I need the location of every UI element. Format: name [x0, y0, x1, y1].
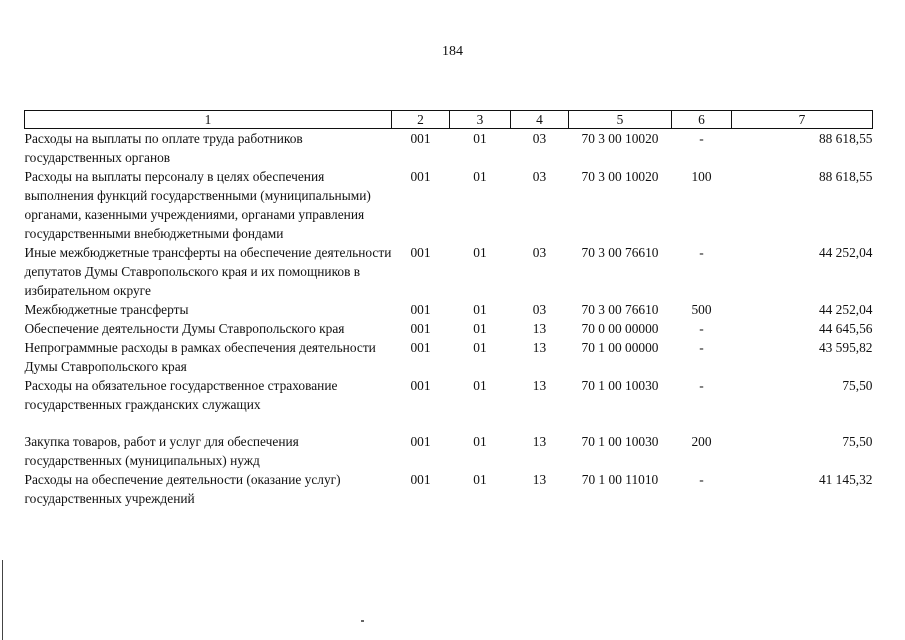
- row-section-code: 01: [473, 245, 487, 260]
- row-name: Иные межбюджетные трансферты на обеспечение деятельности депутатов Думы Ставропольского края и их помощников в избирательном округе: [24, 245, 392, 298]
- row-ministry-code: 001: [410, 434, 431, 449]
- row-expense-type: -: [699, 321, 704, 336]
- row-name: Расходы на обязательное государственное страхование государственных гражданских служащих: [24, 378, 338, 412]
- row-target-code: 70 1 00 10030: [581, 434, 659, 449]
- row-expense-type: -: [699, 472, 704, 487]
- row-name: Расходы на обеспечение деятельности (оказание услуг) государственных учреждений: [24, 472, 341, 506]
- table-row: [25, 129, 873, 168]
- row-subsection-code: 13: [532, 378, 547, 393]
- row-name: Расходы на выплаты по оплате труда работников государственных органов: [24, 131, 303, 165]
- column-header-5: 5: [569, 111, 672, 129]
- table-row: [25, 338, 873, 376]
- row-section-code: 01: [473, 131, 487, 146]
- budget-table: [24, 110, 873, 508]
- row-name: Закупка товаров, работ и услуг для обеспечения государственных (муниципальных) нужд: [24, 434, 299, 468]
- row-expense-type: -: [699, 378, 704, 393]
- row-amount: 88 618,55: [818, 131, 873, 146]
- table-row: [25, 243, 873, 300]
- row-subsection-code: 03: [532, 131, 547, 146]
- row-ministry-code: 001: [410, 169, 431, 184]
- row-expense-type: 100: [691, 169, 712, 184]
- row-section-code: 01: [473, 472, 487, 487]
- row-amount: 75,50: [842, 434, 873, 449]
- row-expense-type: 500: [691, 302, 712, 317]
- row-target-code: 70 1 00 11010: [581, 472, 659, 487]
- row-subsection-code: 13: [532, 472, 547, 487]
- column-header-6: 6: [672, 111, 732, 129]
- column-header-4: 4: [511, 111, 569, 129]
- row-section-code: 01: [473, 434, 487, 449]
- table-row: [25, 319, 873, 338]
- row-section-code: 01: [473, 302, 487, 317]
- row-expense-type: -: [699, 131, 704, 146]
- row-name: Межбюджетные трансферты: [24, 302, 189, 317]
- row-ministry-code: 001: [410, 321, 431, 336]
- row-section-code: 01: [473, 340, 487, 355]
- row-target-code: 70 0 00 00000: [581, 321, 659, 336]
- row-ministry-code: 001: [410, 472, 431, 487]
- row-expense-type: -: [699, 245, 704, 260]
- row-target-code: 70 1 00 00000: [581, 340, 659, 355]
- table-row: [25, 432, 873, 470]
- row-subsection-code: 03: [532, 245, 547, 260]
- row-amount: 75,50: [842, 378, 873, 393]
- row-ministry-code: 001: [410, 131, 431, 146]
- column-header-1: 1: [25, 111, 392, 129]
- row-target-code: 70 1 00 10030: [581, 378, 659, 393]
- table-row: [25, 300, 873, 319]
- page-number: 184: [442, 44, 463, 59]
- row-amount: 43 595,82: [818, 340, 873, 355]
- column-header-3: 3: [450, 111, 511, 129]
- row-ministry-code: 001: [410, 378, 431, 393]
- row-section-code: 01: [473, 378, 487, 393]
- scan-edge-line: [2, 560, 3, 640]
- row-spacer: [25, 414, 873, 432]
- row-subsection-code: 13: [532, 434, 547, 449]
- row-amount: 44 252,04: [818, 245, 873, 260]
- table-row: [25, 376, 873, 414]
- row-expense-type: -: [699, 340, 704, 355]
- column-header-7: 7: [732, 111, 873, 129]
- row-target-code: 70 3 00 76610: [581, 245, 659, 260]
- column-header-2: 2: [392, 111, 450, 129]
- row-ministry-code: 001: [410, 245, 431, 260]
- table-row: [25, 470, 873, 508]
- column-header-row: [25, 111, 873, 129]
- row-subsection-code: 03: [532, 169, 547, 184]
- row-target-code: 70 3 00 10020: [581, 169, 659, 184]
- scan-speck: [361, 620, 364, 622]
- row-expense-type: 200: [691, 434, 712, 449]
- row-target-code: 70 3 00 76610: [581, 302, 659, 317]
- row-name: Обеспечение деятельности Думы Ставропольского края: [24, 321, 345, 336]
- row-section-code: 01: [473, 321, 487, 336]
- row-subsection-code: 13: [532, 321, 547, 336]
- row-section-code: 01: [473, 169, 487, 184]
- row-ministry-code: 001: [410, 340, 431, 355]
- table-row: [25, 167, 873, 243]
- row-amount: 44 252,04: [818, 302, 873, 317]
- row-subsection-code: 03: [532, 302, 547, 317]
- row-name: Расходы на выплаты персоналу в целях обеспечения выполнения функций государственными (муниципальными) органами, казенными учреждениями, органами управления государственными внебюджетными фондами: [24, 169, 371, 241]
- row-amount: 44 645,56: [818, 321, 873, 336]
- row-amount: 88 618,55: [818, 169, 873, 184]
- row-ministry-code: 001: [410, 302, 431, 317]
- row-name: Непрограммные расходы в рамках обеспечения деятельности Думы Ставропольского края: [24, 340, 376, 374]
- row-subsection-code: 13: [532, 340, 547, 355]
- row-amount: 41 145,32: [818, 472, 873, 487]
- row-target-code: 70 3 00 10020: [581, 131, 659, 146]
